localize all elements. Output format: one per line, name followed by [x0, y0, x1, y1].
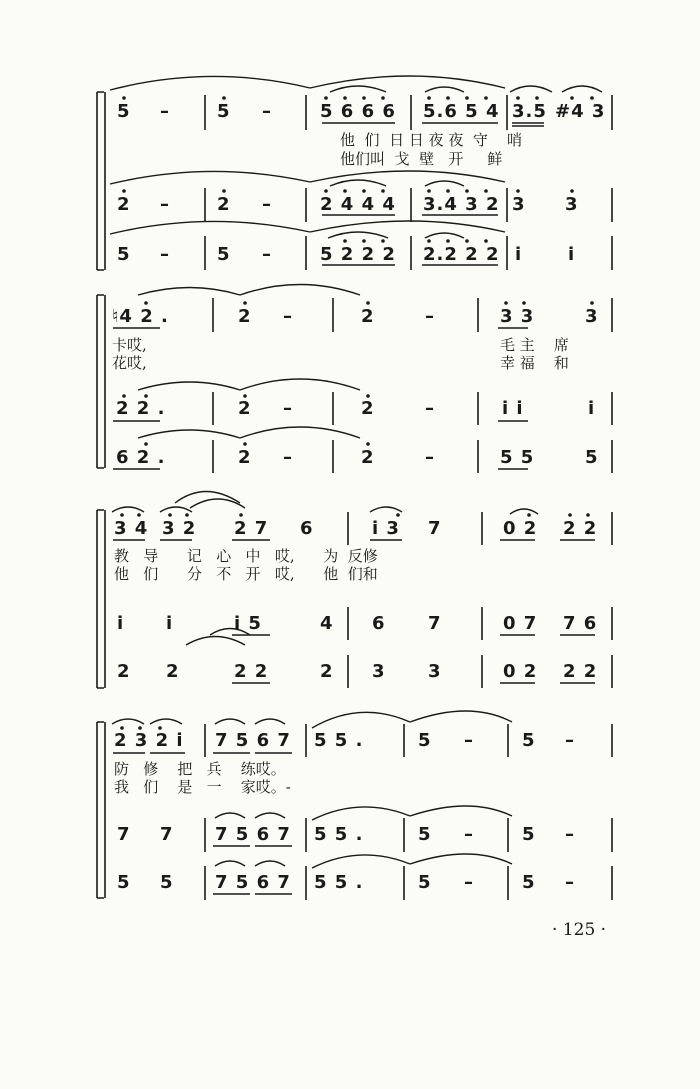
s4-staff2-note: 5 [418, 824, 432, 845]
s1-staff1-group: #4 3 [555, 101, 606, 122]
s3-staff2-note: 6 [372, 613, 386, 634]
s1-staff1-note: 5 [117, 101, 131, 122]
s4-staff3-note: 5 [418, 872, 432, 893]
s2-staff2-dash: – [425, 398, 435, 419]
system-4-bracket [97, 722, 104, 898]
s4-staff2-dash: – [565, 824, 575, 845]
s2-staff1-note: 2 [361, 306, 375, 327]
s3-staff2-note: 4 [320, 613, 334, 634]
s3-staff3-note: 3 [372, 661, 386, 682]
s4-staff3-dash: – [565, 872, 575, 893]
s4-staff2-dash: – [464, 824, 474, 845]
s3-staff1-group: 0 2 [503, 518, 538, 539]
s1-staff2-note: 3 [565, 194, 579, 215]
s1-staff1-group: 5 6 6 6 [320, 101, 396, 122]
s4-staff1-group: 7 5 6 7 [215, 730, 291, 751]
s2-lyric-verse2: 花哎, [112, 354, 147, 372]
s3-staff1-group: 2 7 [234, 518, 269, 539]
s3-lyric-verse2: 他 们 分 不 开 哎, 他 们和 [114, 565, 378, 583]
s2-lyric-verse1: 毛 主 席 [500, 336, 569, 354]
s4-staff3-note: 5 [117, 872, 131, 893]
s4-lyric-verse1: 防 修 把 兵 练哎。 [114, 760, 286, 778]
s3-staff3-group: 2 2 [234, 661, 269, 682]
s4-staff2-group: 7 5 6 7 [215, 824, 291, 845]
s2-lyric-verse1: 卡哎, [112, 336, 147, 354]
s3-staff1-group: 3 2 [162, 518, 197, 539]
s4-staff1-dash: – [565, 730, 575, 751]
s2-staff1-group: ♮4 2 . [112, 306, 169, 327]
s1-staff2-dash: – [262, 194, 272, 215]
s1-staff3-note: 5 [117, 244, 131, 265]
s4-staff1-group: 5 5 . [314, 730, 364, 751]
system-3-bracket [97, 510, 104, 688]
s1-staff2-group: 3.4 3 2 [423, 194, 500, 215]
s2-lyric-verse2: 幸 福 和 [500, 354, 569, 372]
s4-staff3-group: 7 5 6 7 [215, 872, 291, 893]
s2-staff3-group: 5 5 [500, 447, 535, 468]
s1-staff3-note: i [568, 244, 576, 265]
s2-staff2-group: i i [502, 398, 524, 419]
s3-staff2-note: i [166, 613, 174, 634]
s4-staff1-note: 5 [418, 730, 432, 751]
s4-staff3-dash: – [464, 872, 474, 893]
s4-lyric-verse2: 我 们 是 一 家哎。- [114, 778, 291, 796]
s1-staff3-dash: – [160, 244, 170, 265]
s3-staff3-group: 2 2 [563, 661, 598, 682]
s1-staff3-note: i [515, 244, 523, 265]
s2-staff1-group: 3 3 [500, 306, 535, 327]
s2-staff3-group: 6 2 . [116, 447, 166, 468]
s3-staff2-group: i 5 [234, 613, 262, 634]
s2-staff3-note: 5 [585, 447, 599, 468]
s1-staff3-dash: – [262, 244, 272, 265]
s1-staff1-dash: – [160, 101, 170, 122]
s2-staff2-note: 2 [361, 398, 375, 419]
s1-staff2-note: 2 [217, 194, 231, 215]
s2-staff3-dash: – [425, 447, 435, 468]
s2-staff3-dash: – [283, 447, 293, 468]
s3-staff3-note: 3 [428, 661, 442, 682]
s2-staff1-note: 3 [585, 306, 599, 327]
s4-staff2-group: 5 5 . [314, 824, 364, 845]
s4-staff3-note: 5 [522, 872, 536, 893]
s3-staff1-note: 6 [300, 518, 314, 539]
s4-staff3-note: 5 [160, 872, 174, 893]
page-number: · 125 · [552, 920, 607, 940]
s1-staff2-dash: – [160, 194, 170, 215]
s2-staff1-dash: – [283, 306, 293, 327]
s4-staff1-group: 2 3 2 i [114, 730, 184, 751]
s4-staff1-note: 5 [522, 730, 536, 751]
s3-staff1-group: 2 2 [563, 518, 598, 539]
s1-lyric-verse1: 他 们 日 日 夜 夜 守 哨 [340, 131, 522, 149]
s3-staff3-note: 2 [166, 661, 180, 682]
s3-staff1-note: 7 [428, 518, 442, 539]
s3-staff2-group: 7 6 [563, 613, 598, 634]
s3-staff3-note: 2 [320, 661, 334, 682]
s1-staff2-group: 2 4 4 4 [320, 194, 396, 215]
system-1-bracket [97, 92, 104, 270]
s2-staff2-note: i [588, 398, 596, 419]
s1-staff1-group: 3.5 [512, 101, 547, 122]
s1-staff3-note: 5 [217, 244, 231, 265]
s4-staff1-dash: – [464, 730, 474, 751]
s1-staff2-note: 3 [512, 194, 526, 215]
s3-staff1-group: i 3 [372, 518, 400, 539]
s3-staff1-group: 3 4 [114, 518, 149, 539]
s4-staff2-note: 5 [522, 824, 536, 845]
s2-staff3-note: 2 [361, 447, 375, 468]
s1-staff1-note: 5 [217, 101, 231, 122]
s1-lyric-verse2: 他们叫 戈 壁 开 鲜 [340, 150, 503, 168]
s2-staff3-note: 2 [238, 447, 252, 468]
s3-staff3-group: 0 2 [503, 661, 538, 682]
s1-staff1-group: 5.6 5 4 [423, 101, 500, 122]
s3-staff2-note: i [117, 613, 125, 634]
s1-staff3-group: 5 2 2 2 [320, 244, 396, 265]
s3-staff2-group: 0 7 [503, 613, 538, 634]
s3-staff3-note: 2 [117, 661, 131, 682]
s1-staff3-group: 2.2 2 2 [423, 244, 500, 265]
s2-staff2-note: 2 [238, 398, 252, 419]
s1-staff2-note: 2 [117, 194, 131, 215]
system-2-bracket [97, 295, 104, 468]
s4-staff2-note: 7 [117, 824, 131, 845]
s3-lyric-verse1: 教 导 记 心 中 哎, 为 反修 [114, 547, 378, 565]
s3-staff2-note: 7 [428, 613, 442, 634]
s4-staff2-note: 7 [160, 824, 174, 845]
s2-staff1-note: 2 [238, 306, 252, 327]
s4-staff3-group: 5 5 . [314, 872, 364, 893]
s2-staff2-group: 2 2 . [116, 398, 166, 419]
s1-staff1-dash: – [262, 101, 272, 122]
s2-staff1-dash: – [425, 306, 435, 327]
s2-staff2-dash: – [283, 398, 293, 419]
